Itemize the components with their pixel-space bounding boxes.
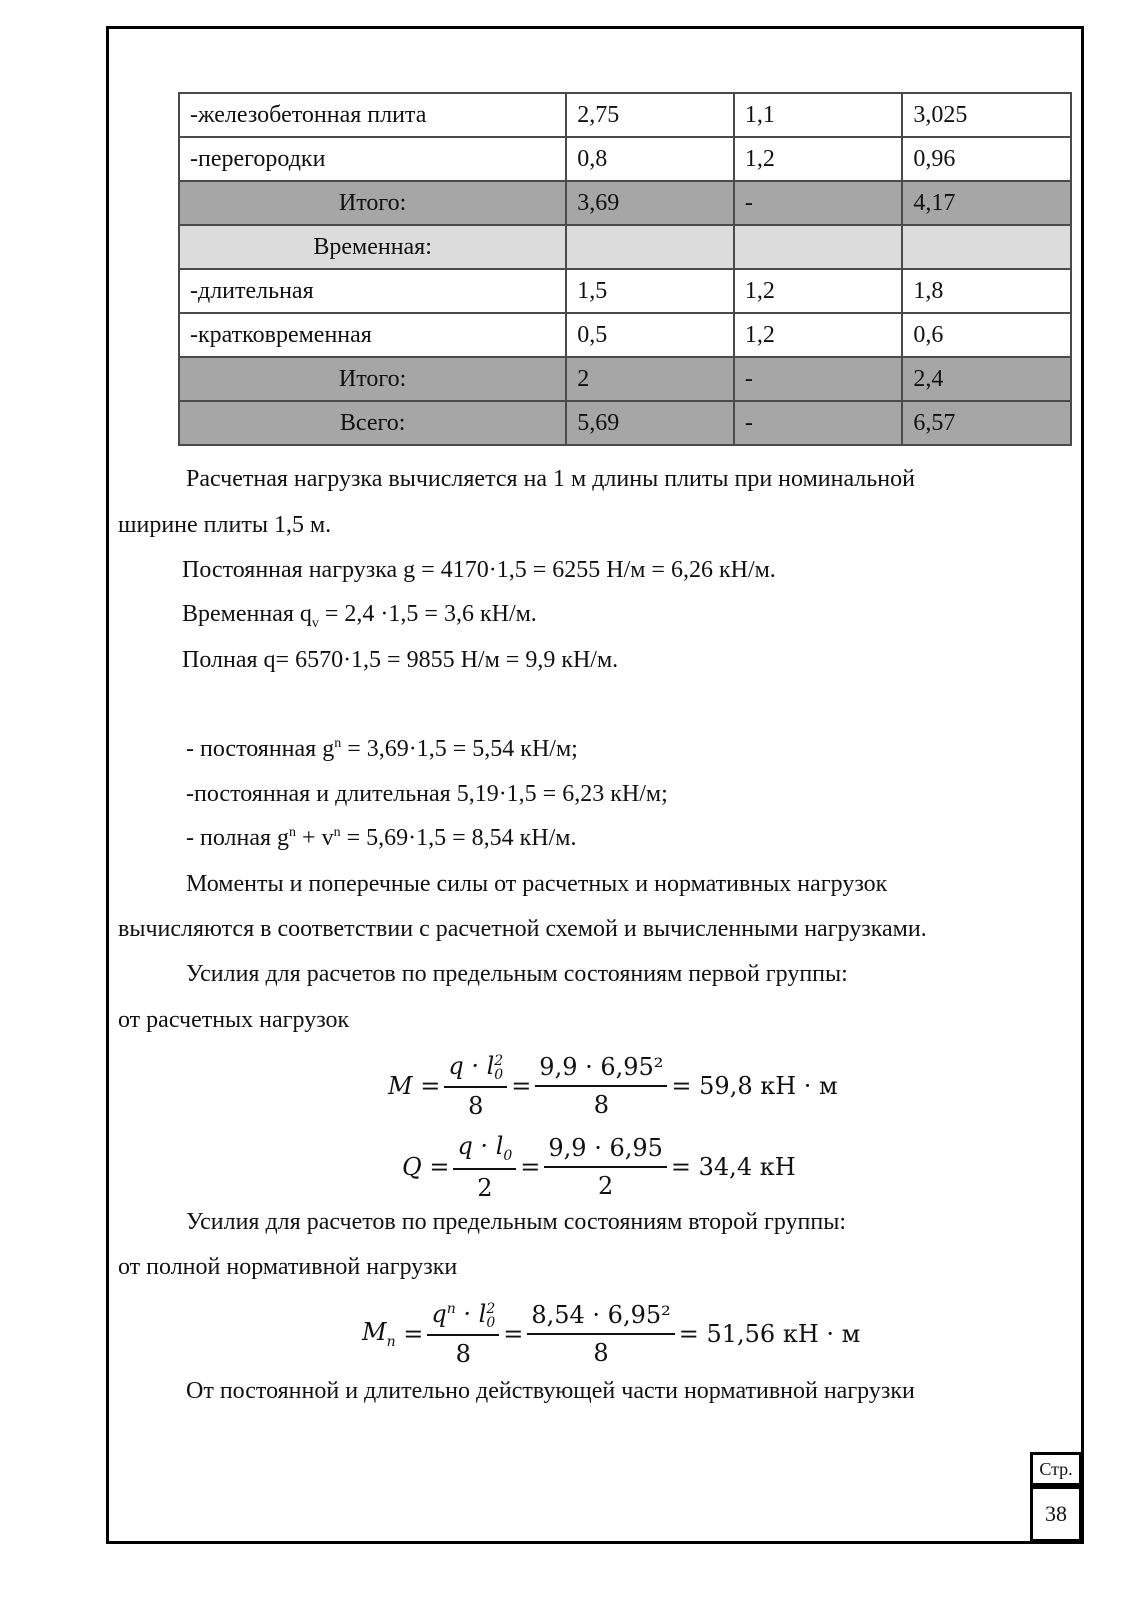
table-cell: 4,17 <box>902 181 1071 225</box>
paragraph-line: Усилия для расчетов по предельным состояниям первой группы: <box>186 961 848 987</box>
table-cell: 2,75 <box>566 93 734 137</box>
paragraph-line: Моменты и поперечные силы от расчетных и нормативных нагрузок <box>186 871 888 897</box>
table-cell <box>566 225 734 269</box>
paragraph-line: - полная $g^n + v^n = 5,69\cdot 1,5 = 8,54$ кН/м. <box>186 825 577 851</box>
table-row <box>179 269 1071 313</box>
table-cell <box>902 225 1071 269</box>
table-row <box>179 225 1071 269</box>
table-row <box>179 401 1071 445</box>
table-cell: 3,025 <box>902 93 1071 137</box>
table-cell: 5,69 <box>566 401 734 445</box>
paragraph-line: от расчетных нагрузок <box>118 1007 350 1033</box>
table-cell: 1,2 <box>734 137 903 181</box>
table-row <box>179 357 1071 401</box>
table-cell: 1,2 <box>734 313 903 357</box>
table-cell: Всего: <box>179 401 566 445</box>
paragraph-line: Временная $q_v = 2,4 \cdot 1,5 = 3,6$ кН/м. <box>182 601 537 631</box>
table-cell: 0,5 <box>566 313 734 357</box>
table-cell: Итого: <box>179 181 566 225</box>
table-cell: 0,96 <box>902 137 1071 181</box>
formula-moment: M = q · l 2 0 8 = $\frac{\text{9,9 · 6,95²}}{8}$ = 59,8 кН · м <box>388 1052 838 1120</box>
paragraph-line: Полная q= 6570·1,5 = 9855 Н/м = 9,9 кН/м. <box>182 647 619 673</box>
formula-normative-moment: $M_n$ = $q^n \cdot l$ 2 0 8 = $\frac{\text{8,54 · 6,95²}}{8}$ = 51,56 кН · м <box>362 1300 861 1368</box>
table-cell: 2 <box>566 357 734 401</box>
table-cell: 1,5 <box>566 269 734 313</box>
table-cell: Временная: <box>179 225 566 269</box>
table-row <box>179 137 1071 181</box>
table-row <box>179 93 1071 137</box>
paragraph-line: От постоянной и длительно действующей части нормативной нагрузки <box>186 1378 915 1404</box>
paragraph-line: Усилия для расчетов по предельным состояниям второй группы: <box>186 1209 847 1235</box>
paragraph-line: ширине плиты 1,5 м. <box>118 512 332 538</box>
paragraph-line: от полной нормативной нагрузки <box>118 1254 458 1280</box>
paragraph-line: Расчетная нагрузка вычисляется на 1 м длины плиты при номинальной <box>186 466 915 492</box>
table-cell: 1,1 <box>734 93 903 137</box>
table-cell: 3,69 <box>566 181 734 225</box>
table-cell: 2,4 <box>902 357 1071 401</box>
table-cell: -длительная <box>179 269 566 313</box>
table-cell: 0,6 <box>902 313 1071 357</box>
table-cell: -перегородки <box>179 137 566 181</box>
table-cell: -железобетонная плита <box>179 93 566 137</box>
table-cell: 1,2 <box>734 269 903 313</box>
table-cell: 6,57 <box>902 401 1071 445</box>
table-cell: - <box>734 401 903 445</box>
loads-table <box>178 92 1072 446</box>
paragraph-line: вычисляются в соответствии с расчетной схемой и вычисленными нагрузками. <box>118 916 927 942</box>
table-row <box>179 313 1071 357</box>
table-cell: 0,8 <box>566 137 734 181</box>
page-number-box: 38 <box>1030 1486 1082 1542</box>
table-cell: - <box>734 357 903 401</box>
table-cell <box>734 225 903 269</box>
table-row <box>179 181 1071 225</box>
paragraph-line: - постоянная $g^n = 3,69\cdot 1,5 = 5,54$ кН/м; <box>186 736 578 762</box>
table-cell: - <box>734 181 903 225</box>
table-cell: -кратковременная <box>179 313 566 357</box>
table-cell: 1,8 <box>902 269 1071 313</box>
page-label-box: Стр. <box>1030 1452 1082 1486</box>
paragraph-line: Постоянная нагрузка g = 4170·1,5 = 6255 Н/м = 6,26 кН/м. <box>182 557 776 583</box>
table-cell: Итого: <box>179 357 566 401</box>
paragraph-line: -постоянная и длительная 5,19·1,5 = 6,23 кН/м; <box>186 781 668 807</box>
formula-shear: Q = $\frac{q \cdot l_0}{2}$ = $\frac{9,9 \cdot 6,95}{2}$ = 34,4 кН <box>402 1132 796 1202</box>
